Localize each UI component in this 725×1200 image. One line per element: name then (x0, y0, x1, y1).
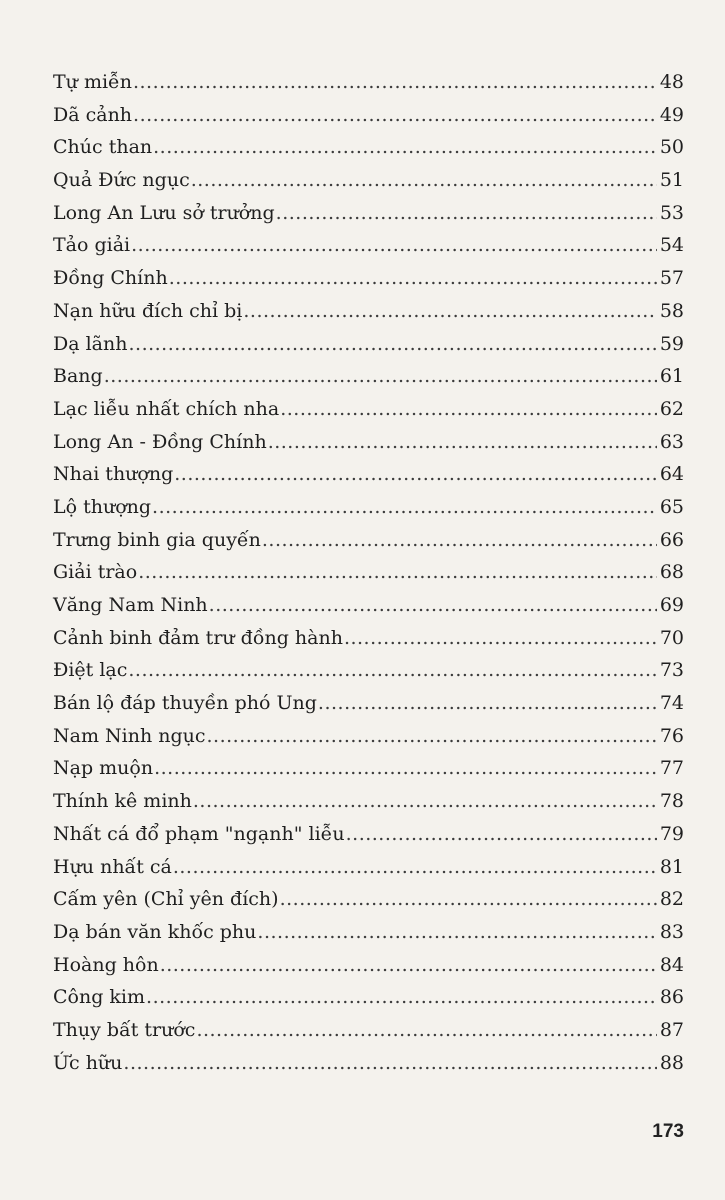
toc-entry (53, 883, 684, 916)
toc-entry-title: Nạp muộn (53, 757, 154, 780)
toc-dot-leader (169, 262, 657, 295)
toc-entry-title: Quả Đức ngục (53, 169, 190, 192)
toc-entry-page: 78 (659, 790, 684, 813)
toc-entry-title: Hoàng hôn (53, 953, 159, 976)
toc-entry (53, 818, 684, 851)
toc-entry-page: 82 (659, 888, 684, 911)
toc-entry-title: Tảo giải (53, 234, 131, 257)
toc-dot-leader (133, 99, 657, 132)
toc-dot-leader (104, 360, 657, 393)
toc-entry (53, 262, 684, 295)
toc-entry-page: 65 (659, 495, 684, 518)
toc-entry (53, 622, 684, 655)
toc-dot-leader (257, 916, 656, 949)
toc-entry-title: Chúc than (53, 136, 153, 159)
toc-entry-page: 77 (659, 757, 684, 780)
toc-entry-title: Nạn hữu đích chỉ bị (53, 299, 243, 322)
toc-entry (53, 360, 684, 393)
toc-entry (53, 131, 684, 164)
toc-entry-page: 64 (659, 463, 684, 486)
toc-entry-title: Long An - Đồng Chính (53, 430, 267, 453)
toc-entry-title: Nhai thượng (53, 463, 174, 486)
toc-entry-page: 74 (659, 692, 684, 715)
toc-dot-leader (191, 164, 657, 197)
toc-entry-title: Long An Lưu sở trưởng (53, 201, 275, 224)
toc-entry (53, 426, 684, 459)
toc-entry (53, 393, 684, 426)
toc-entry-page: 54 (659, 234, 684, 257)
toc-entry (53, 328, 684, 361)
toc-dot-leader (128, 328, 656, 361)
toc-dot-leader (344, 622, 657, 655)
toc-dot-leader (243, 295, 656, 328)
toc-entry-title: Trưng binh gia quyến (53, 528, 261, 551)
toc-entry (53, 524, 684, 557)
toc-entry-page: 58 (659, 299, 684, 322)
toc-dot-leader (138, 556, 657, 589)
toc-entry-title: Nam Ninh ngục (53, 724, 206, 747)
toc-entry-page: 59 (659, 332, 684, 355)
toc-dot-leader (209, 589, 657, 622)
toc-entry-page: 66 (659, 528, 684, 551)
toc-entry-page: 73 (659, 659, 684, 682)
toc-entry-title: Giải trào (53, 561, 138, 584)
toc-entry-page: 63 (659, 430, 684, 453)
toc-entry (53, 197, 684, 230)
toc-entry (53, 556, 684, 589)
toc-entry (53, 66, 684, 99)
toc-entry-title: Bang (53, 365, 103, 388)
toc-entry (53, 164, 684, 197)
toc-entry (53, 491, 684, 524)
toc-entry-title: Văng Nam Ninh (53, 594, 208, 616)
toc-dot-leader (280, 393, 657, 426)
toc-dot-leader (131, 229, 657, 262)
toc-entry-page: 53 (659, 201, 684, 224)
toc-entry-title: Đồng Chính (53, 267, 168, 290)
toc-entry (53, 458, 684, 491)
toc-entry (53, 687, 684, 720)
toc-dot-leader (128, 654, 656, 687)
toc-entry-title: Thính kê minh (53, 790, 192, 813)
toc-entry (53, 295, 684, 328)
toc-dot-leader (207, 720, 657, 753)
toc-entry (53, 720, 684, 753)
toc-entry (53, 851, 684, 884)
toc-entry (53, 752, 684, 785)
toc-dot-leader (133, 66, 657, 99)
toc-entry (53, 229, 684, 262)
toc-entry-title: Lạc liễu nhất chích nha (53, 397, 280, 420)
toc-dot-leader (346, 818, 657, 851)
toc-entry (53, 589, 684, 622)
toc-entry-page: 84 (659, 953, 684, 976)
toc-entry-title: Tự miễn (53, 71, 132, 93)
toc-dot-leader (262, 524, 657, 557)
toc-dot-leader (276, 197, 657, 230)
toc-entry (53, 949, 684, 982)
toc-dot-leader (280, 883, 657, 916)
toc-entry-page: 49 (659, 103, 684, 126)
toc-entry-title: Cảnh binh đảm trư đồng hành (53, 626, 343, 649)
toc-dot-leader (196, 1014, 656, 1047)
toc-dot-leader (193, 785, 657, 818)
toc-entry-title: Lộ thượng (53, 495, 152, 518)
toc-entry-title: Nhất cá đổ phạm "ngạnh" liễu (53, 822, 345, 845)
toc-entry-page: 62 (659, 397, 684, 420)
toc-entry (53, 981, 684, 1014)
toc-entry-title: Bán lộ đáp thuyền phó Ung (53, 692, 317, 715)
toc-dot-leader (154, 752, 657, 785)
toc-entry-title: Ức hữu (53, 1051, 123, 1074)
toc-entry-page: 86 (659, 986, 684, 1009)
toc-entry (53, 654, 684, 687)
toc-entry (53, 1047, 684, 1080)
toc-entry-title: Điệt lạc (53, 659, 128, 682)
toc-entry-title: Hựu nhất cá (53, 855, 172, 878)
toc-entry-title: Thụy bất trước (53, 1018, 196, 1041)
page-number: 173 (652, 1121, 684, 1142)
toc-entry-page: 57 (659, 267, 684, 290)
toc-entry-title: Dã cảnh (53, 103, 133, 126)
toc-entry-page: 69 (659, 594, 684, 616)
toc-entry-page: 83 (659, 920, 684, 943)
toc-entry-page: 48 (659, 71, 684, 93)
toc-entry (53, 785, 684, 818)
toc-dot-leader (153, 131, 657, 164)
toc-entry-title: Cấm yên (Chỉ yên đích) (53, 888, 279, 911)
toc-entry-page: 76 (659, 724, 684, 747)
toc-dot-leader (318, 687, 657, 720)
toc-dot-leader (160, 949, 657, 982)
toc-entry-page: 81 (659, 855, 684, 878)
toc-entry-page: 87 (659, 1018, 684, 1041)
toc-dot-leader (146, 981, 657, 1014)
toc-entry-page: 68 (659, 561, 684, 584)
toc-entry (53, 1014, 684, 1047)
toc-entry-page: 70 (659, 626, 684, 649)
toc-dot-leader (173, 851, 657, 884)
toc-entry-page: 50 (659, 136, 684, 159)
toc-entry-page: 61 (659, 365, 684, 388)
toc-dot-leader (123, 1047, 656, 1080)
table-of-contents (53, 66, 684, 1079)
toc-entry-page: 51 (659, 169, 684, 192)
toc-dot-leader (152, 491, 657, 524)
toc-entry-page: 79 (659, 822, 684, 845)
toc-entry-title: Dạ bán văn khốc phu (53, 920, 257, 943)
toc-dot-leader (268, 426, 657, 459)
toc-entry-page: 88 (659, 1051, 684, 1074)
toc-entry (53, 916, 684, 949)
toc-dot-leader (174, 458, 657, 491)
toc-entry-title: Công kim (53, 986, 146, 1009)
toc-entry-title: Dạ lãnh (53, 332, 128, 355)
toc-entry (53, 99, 684, 132)
